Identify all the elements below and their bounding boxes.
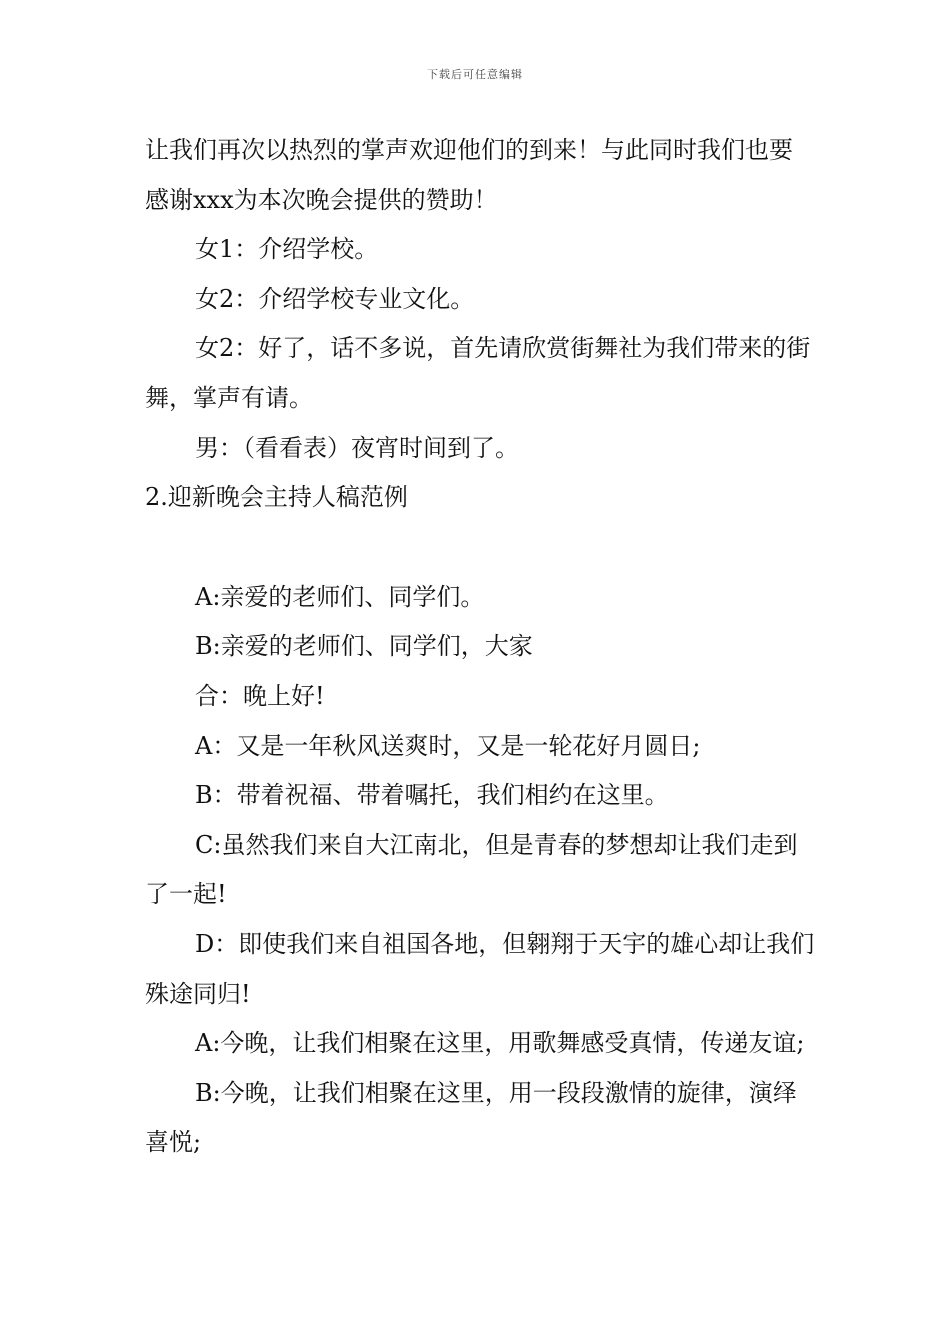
paragraph: C:虽然我们来自大江南北，但是青春的梦想却让我们走到了一起! [145,830,798,909]
document-body [145,126,815,1168]
paragraph: B:亲爱的老师们、同学们，大家 [195,632,533,661]
paragraph: B:今晚，让我们相聚在这里，用一段段激情的旋律，演绎喜悦; [145,1078,797,1157]
paragraph: A:亲爱的老师们、同学们。 [195,582,485,611]
paragraph: 男：（看看表）夜宵时间到了。 [195,433,519,462]
paragraph: D：即使我们来自祖国各地，但翱翔于天宇的雄心却让我们殊途同归! [145,929,815,1008]
paragraph: 女1：介绍学校。 [195,235,379,264]
blank-line [145,523,815,573]
paragraph: 合：晚上好! [195,681,325,710]
paragraph: A：又是一年秋风送爽时，又是一轮花好月圆日; [195,731,701,760]
section-heading: 2.迎新晚会主持人稿范例 [145,483,408,512]
paragraph: A:今晚，让我们相聚在这里，用歌舞感受真情，传递友谊; [195,1029,805,1058]
paragraph: 女2：介绍学校专业文化。 [195,284,475,313]
paragraph: 让我们再次以热烈的掌声欢迎他们的到来！与此同时我们也要感谢xxx为本次晚会提供的赞助！ [145,136,793,214]
paragraph: 女2：好了，话不多说，首先请欣赏街舞社为我们带来的街舞，掌声有请。 [145,334,811,412]
page-header-note: 下载后可任意编辑 [427,68,523,81]
paragraph: B：带着祝福、带着嘱托，我们相约在这里。 [195,781,669,810]
